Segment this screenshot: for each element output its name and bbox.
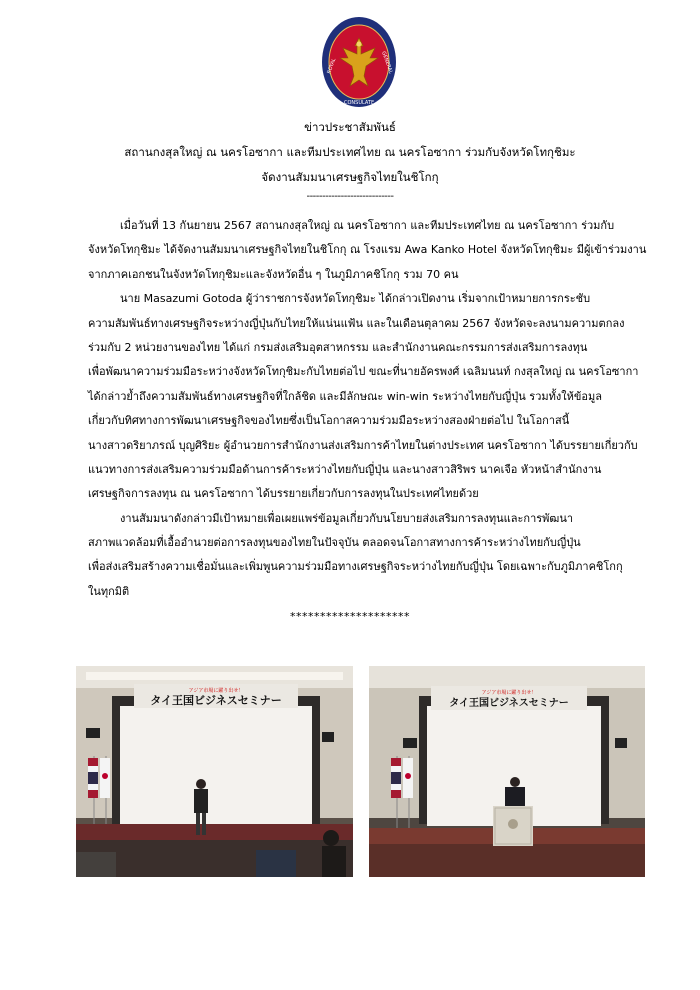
svg-text:CONSULATE: CONSULATE (344, 100, 375, 106)
banner-subtitle: アジア市場に躍り出せ！ (188, 688, 244, 694)
body-line: นาย Masazumi Gotoda ผู้ว่าราชการจังหวัดโทกุชิมะ ได้กล่าวเปิดงาน เริ่มจากเป้าหมายการกระชับ (120, 292, 591, 306)
article-body (88, 214, 647, 604)
subheadline: จัดงานสัมมนาเศรษฐกิจไทยในชิโกกุ (261, 170, 439, 184)
press-release-label: ข่าวประชาสัมพันธ์ (304, 120, 396, 134)
seminar-photo-podium (369, 666, 645, 877)
body-line: นางสาวดริยาภรณ์ บุญศิริยะ ผู้อำนวยการสำนักงานส่งเสริมการค้าไทยในต่างประเทศ นครโอซากา ได้บรรยายเกี่ยวกับ (88, 438, 638, 452)
body-line: เศรษฐกิจการลงทุน ณ นครโอซากา ได้บรรยายเกี่ยวกับการลงทุนในประเทศไทยด้วย (88, 487, 479, 501)
seminar-photo-speaker (76, 666, 353, 877)
body-line: เพื่อส่งเสริมสร้างความเชื่อมั่นและเพิ่มพูนความร่วมมือทางเศรษฐกิจระหว่างไทยกับญี่ปุ่น โดยเฉพาะกับภูมิภาคชิโกกุ (88, 560, 623, 574)
body-line: ในทุกมิติ (88, 584, 130, 598)
banner-subtitle: アジア市場に躍り出せ！ (481, 690, 537, 696)
banner-title: タイ王国ビジネスセミナー (150, 694, 282, 707)
body-line: สภาพแวดล้อมที่เอื้ออำนวยต่อการลงทุนของไทยในปัจจุบัน ตลอดจนโอกาสทางการค้าระหว่างไทยกับญี่ปุ่น (88, 536, 581, 550)
body-line: จากภาคเอกชนในจังหวัดโทกุชิมะและจังหวัดอื่น ๆ ในภูมิภาคชิโกกุ รวม 70 คน (88, 267, 459, 281)
body-line: เพื่อพัฒนาความร่วมมือระหว่างจังหวัดโทกุชิมะกับไทยต่อไป ขณะที่นายอัครพงศ์ เฉลิมนนท์ กงสุลใหญ่ ณ นครโอซากา (88, 365, 639, 379)
body-line: ความสัมพันธ์ทางเศรษฐกิจระหว่างญี่ปุ่นกับไทยให้แน่นแฟ้น และในเดือนตุลาคม 2567 จังหวัดจะลงนามความตกลง (88, 316, 625, 330)
body-line: แนวทางการส่งเสริมความร่วมมือด้านการค้าระหว่างไทยกับญี่ปุ่น และนางสาวสิริพร นาคเจือ หัวหน้าสำนักงาน (88, 462, 602, 476)
body-line: ร่วมกับ 2 หน่วยงานของไทย ได้แก่ กรมส่งเสริมอุตสาหกรรม และสำนักงานคณะกรรมการส่งเสริมการลงทุน (88, 340, 588, 354)
banner-title: タイ王国ビジネスセミナー (449, 698, 569, 709)
body-line: เมื่อวันที่ 13 กันยายน 2567 สถานกงสุลใหญ่ ณ นครโอซากา และทีมประเทศไทย ณ นครโอซากา ร่วมกับ (120, 219, 615, 232)
royal-thai-consulate-seal-icon (320, 14, 398, 110)
headline: สถานกงสุลใหญ่ ณ นครโอซากา และทีมประเทศไทย ณ นครโอซากา ร่วมกับจังหวัดโทกุชิมะ (124, 145, 576, 159)
body-line: จังหวัดโทกุชิมะ ได้จัดงานสัมมนาเศรษฐกิจไทยในชิโกกุ ณ โรงแรม Awa Kanko Hotel จังหวัดโทกุชิมะ มีผู้เข้าร่วมงาน (88, 243, 647, 257)
end-marker: ******************** (290, 610, 410, 623)
body-line: งานสัมมนาดังกล่าวมีเป้าหมายเพื่อเผยแพร่ข้อมูลเกี่ยวกับนโยบายส่งเสริมการลงทุนและการพัฒนา (120, 511, 574, 525)
consulate-emblem (320, 14, 398, 110)
body-line: ได้กล่าวย้ำถึงความสัมพันธ์ทางเศรษฐกิจที่ใกล้ชิด และมีลักษณะ win-win ระหว่างไทยกับญี่ปุ่น รวมทั้งให้ข้อมูล (88, 389, 602, 403)
svg-text:ROYAL: ROYAL (326, 57, 338, 75)
body-line: เกี่ยวกับทิศทางการพัฒนาเศรษฐกิจของไทยซึ่งเป็นโอกาสความร่วมมือระหว่างสองฝ่ายต่อไป ในโอกาสนี้ (88, 414, 570, 428)
heading-separator: ---------------------------- (306, 191, 394, 202)
svg-text:GENERAL: GENERAL (380, 50, 394, 75)
